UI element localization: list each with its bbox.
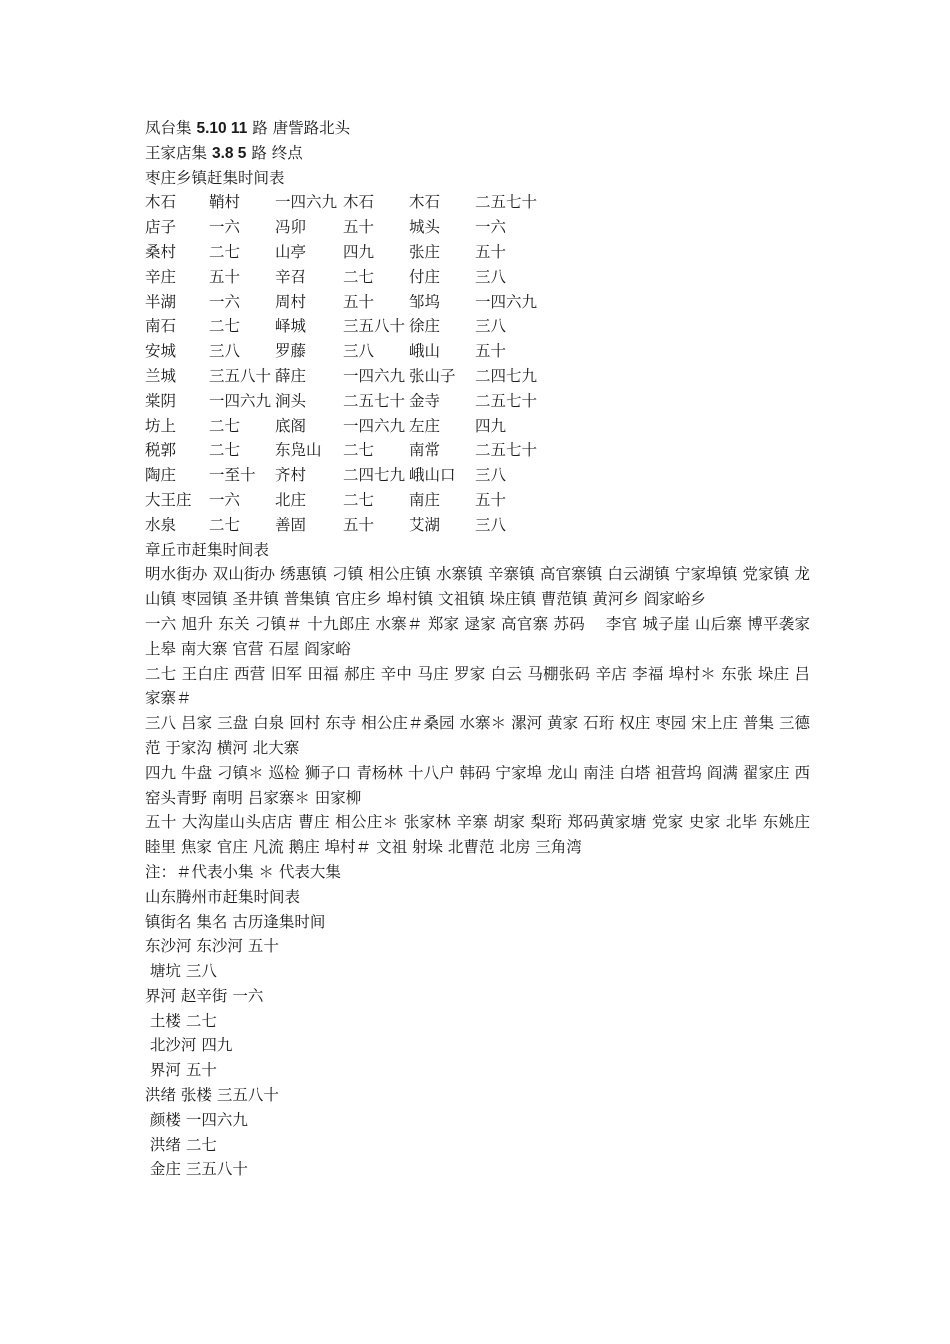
wangjiadian-market-line xyxy=(145,141,810,166)
market-days: 三八 xyxy=(475,267,507,286)
town-name: 北庄 xyxy=(275,490,307,509)
town-name: 辛庄 xyxy=(145,267,177,286)
market-days: 一六 xyxy=(475,218,507,237)
list-item: 洪绪 二七 xyxy=(145,1135,217,1154)
market-days: 四九 xyxy=(475,416,507,435)
town-name: 张庄 xyxy=(409,242,441,261)
market-days: 一六 xyxy=(209,292,241,311)
market-days: 二七 xyxy=(209,416,241,435)
zhangqiu-day-5-10: 五十 大沟崖山头店店 曹庄 相公庄＊ 张家林 辛寨 胡家 梨珩 郑码黄家塘 党家 史家 北毕 东姚庄 睦里 焦家 官庄 凡流 鹅庄 埠村＃ 文祖 射垛 北曹范 北房 三角湾 xyxy=(145,813,810,857)
market-days: 五十 xyxy=(343,218,375,237)
list-item: 北沙河 四九 xyxy=(145,1036,233,1055)
market-days: 二五七十 xyxy=(343,391,406,410)
market-days: 二七 xyxy=(343,441,375,460)
market-days: 二七 xyxy=(209,317,241,336)
table-row xyxy=(145,314,810,339)
town-name: 水泉 xyxy=(145,515,177,534)
town-name: 大王庄 xyxy=(145,490,192,509)
table-row xyxy=(145,240,810,265)
zhangqiu-day-3-8: 三八 吕家 三盘 白泉 回村 东寺 相公庄＃桑园 水寨＊ 漯河 黄家 石珩 权庄 枣园 宋上庄 普集 三德范 于家沟 横河 北大寨 xyxy=(145,714,810,757)
list-item: 洪绪 张楼 三五八十 xyxy=(145,1086,279,1105)
town-name: 兰城 xyxy=(145,366,177,385)
town-name: 峨山口 xyxy=(409,466,456,485)
list-item: 金庄 三五八十 xyxy=(145,1160,248,1179)
tengzhou-title: 山东腾州市赶集时间表 xyxy=(145,887,301,906)
document-page xyxy=(145,116,810,1182)
town-name: 东凫山 xyxy=(275,441,322,460)
town-name: 金寺 xyxy=(409,391,441,410)
market-name: 凤台集 xyxy=(145,119,192,137)
town-name: 邹坞 xyxy=(409,292,441,311)
market-name: 王家店集 xyxy=(145,143,208,162)
zhangqiu-day-4-9: 四九 牛盘 刁镇＊ 巡检 狮子口 青杨林 十八户 韩码 宁家埠 龙山 南洼 白塔 祖营坞 阎满 翟家庄 西窑头青野 南明 吕家寨＊ 田家柳 xyxy=(145,763,810,807)
table-row xyxy=(145,438,810,463)
town-name: 薛庄 xyxy=(275,366,307,385)
town-name: 罗藤 xyxy=(275,342,307,361)
table-row xyxy=(145,190,810,215)
market-days: 木石 xyxy=(343,193,375,212)
market-days: 五十 xyxy=(209,267,241,286)
town-name: 底阁 xyxy=(275,416,307,435)
town-name: 山亭 xyxy=(275,242,307,261)
table-row xyxy=(145,414,810,439)
zhangqiu-day-1-6: 一六 旭升 东关 刁镇＃ 十九郎庄 水寨＃ 郑家 逯家 高官寨 苏码 李官 城子崖 山后寨 博平袭家上皋 南大寨 官营 石屋 阎家峪 xyxy=(145,614,810,658)
town-name: 陶庄 xyxy=(145,466,177,485)
market-days: 二七 xyxy=(209,242,241,261)
town-name: 周村 xyxy=(275,292,307,311)
table-row xyxy=(145,364,810,389)
table-row xyxy=(145,513,810,538)
table-row xyxy=(145,389,810,414)
market-days: 五十 xyxy=(343,515,375,534)
town-name: 半湖 xyxy=(145,292,177,311)
market-days: 三八 xyxy=(475,466,507,485)
town-name: 木石 xyxy=(145,193,177,212)
town-name: 峨山 xyxy=(409,342,441,361)
table-row xyxy=(145,488,810,513)
table-row xyxy=(145,339,810,364)
town-name: 艾湖 xyxy=(409,515,441,534)
market-days: 三八 xyxy=(209,342,241,361)
market-days: 一六 xyxy=(209,490,241,509)
market-days: 五十 xyxy=(475,242,507,261)
zhangqiu-towns: 明水街办 双山街办 绣惠镇 刁镇 相公庄镇 水寨镇 辛寨镇 高官寨镇 白云湖镇 宁家埠镇 党家镇 龙山镇 枣园镇 圣井镇 普集镇 官庄乡 埠村镇 文祖镇 垛庄镇 曹范镇 黄河乡 阎家峪乡 xyxy=(145,565,810,609)
zaozhuang-schedule-table xyxy=(145,190,810,537)
zhangqiu-title: 章丘市赶集时间表 xyxy=(145,540,270,559)
market-days: 三五八十 xyxy=(343,317,406,336)
market-days: 二七 xyxy=(343,267,375,286)
town-name: 南常 xyxy=(409,441,441,460)
table-row xyxy=(145,463,810,488)
town-name: 左庄 xyxy=(409,416,441,435)
market-days: 五十 xyxy=(475,342,507,361)
town-name: 木石 xyxy=(409,193,441,212)
market-days: 二七 xyxy=(209,441,241,460)
market-days: 一四六九 xyxy=(343,366,406,385)
list-item: 界河 五十 xyxy=(145,1061,217,1080)
market-dates: 5.10 11 xyxy=(196,120,248,137)
market-days: 二五七十 xyxy=(475,441,538,460)
market-days: 三八 xyxy=(343,342,375,361)
town-name: 一四六九 xyxy=(275,193,338,212)
town-name: 城头 xyxy=(409,218,441,237)
tengzhou-schedule-list xyxy=(145,934,810,1182)
market-days: 二五七十 xyxy=(475,391,538,410)
town-name: 坊上 xyxy=(145,416,177,435)
town-name: 店子 xyxy=(145,218,177,237)
town-name: 南庄 xyxy=(409,490,441,509)
town-name: 峄城 xyxy=(275,317,307,336)
town-name: 善固 xyxy=(275,515,307,534)
market-days: 二四七九 xyxy=(475,366,538,385)
town-name: 安城 xyxy=(145,342,177,361)
town-name: 涧头 xyxy=(275,391,307,410)
market-days: 二七 xyxy=(209,515,241,534)
table-row xyxy=(145,265,810,290)
zhangqiu-day-2-7: 二七 王白庄 西营 旧军 田福 郝庄 辛中 马庄 罗家 白云 马棚张码 辛店 李福 埠村＊ 东张 垛庄 吕家寨＃ xyxy=(145,664,810,708)
market-days: 一四六九 xyxy=(475,292,538,311)
town-name: 冯卯 xyxy=(275,218,307,237)
market-days: 二五七十 xyxy=(475,193,538,212)
town-name: 张山子 xyxy=(409,366,456,385)
town-name: 税郭 xyxy=(145,441,177,460)
market-route: 路 唐訾路北头 xyxy=(252,119,351,137)
market-days: 三八 xyxy=(475,515,507,534)
list-item: 塘坑 三八 xyxy=(145,962,217,981)
town-name: 付庄 xyxy=(409,267,441,286)
market-days: 一至十 xyxy=(209,466,256,485)
market-days: 二七 xyxy=(343,490,375,509)
tengzhou-header: 镇街名 集名 古历逢集时间 xyxy=(145,912,326,931)
market-dates: 3.8 5 xyxy=(211,144,247,162)
market-days: 五十 xyxy=(475,490,507,509)
market-days: 一六 xyxy=(209,218,241,237)
town-name: 辛召 xyxy=(275,267,307,286)
town-name: 桑村 xyxy=(145,242,177,261)
town-name: 棠阴 xyxy=(145,391,177,410)
table-row xyxy=(145,290,810,315)
market-route: 路 终点 xyxy=(251,143,303,162)
list-item: 土楼 二七 xyxy=(145,1011,217,1030)
market-days: 鞘村 xyxy=(209,193,241,212)
market-days: 三五八十 xyxy=(209,366,272,385)
zaozhuang-title: 枣庄乡镇赶集时间表 xyxy=(145,168,285,187)
market-days: 二四七九 xyxy=(343,466,406,485)
market-days: 四九 xyxy=(343,242,375,261)
market-days: 一四六九 xyxy=(209,391,272,410)
list-item: 颜楼 一四六九 xyxy=(145,1110,248,1129)
zhangqiu-note: 注：＃代表小集 ＊ 代表大集 xyxy=(145,862,341,881)
town-name: 南石 xyxy=(145,317,177,336)
market-days: 五十 xyxy=(343,292,375,311)
market-days: 一四六九 xyxy=(343,416,406,435)
fengtai-market-line xyxy=(145,116,810,141)
list-item: 界河 赵辛街 一六 xyxy=(145,986,264,1005)
town-name: 齐村 xyxy=(275,466,307,485)
list-item: 东沙河 东沙河 五十 xyxy=(145,937,279,956)
market-days: 三八 xyxy=(475,317,507,336)
table-row xyxy=(145,215,810,240)
town-name: 徐庄 xyxy=(409,317,441,336)
